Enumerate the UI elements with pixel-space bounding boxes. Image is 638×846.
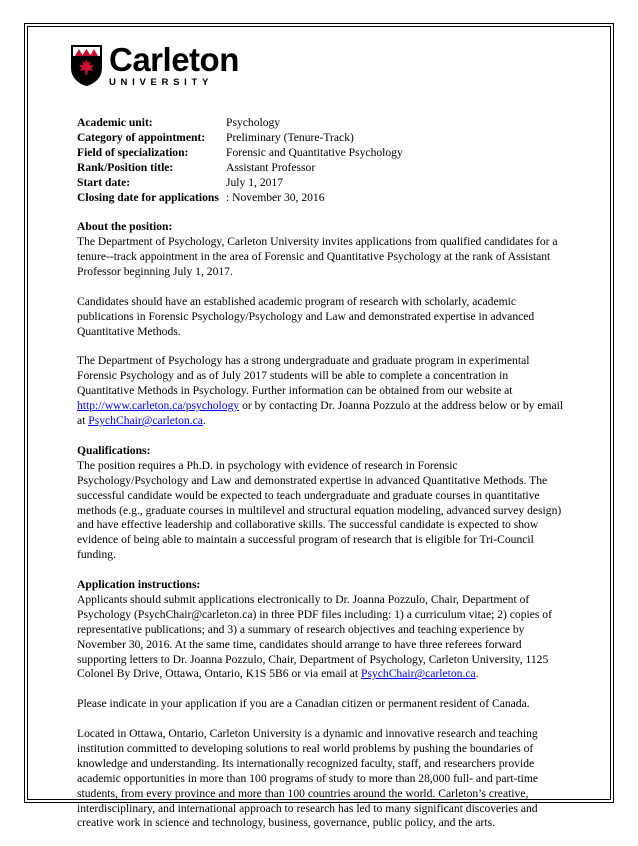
citizenship-note: Please indicate in your application if you are a Canadian citizen or permanent resident of Canada. [77, 697, 530, 711]
qualifications-heading: Qualifications: [77, 443, 151, 457]
department-text: The Department of Psychology has a strong undergraduate and graduate program in experimental Forensic Psychology and as of July 2017 students will be able to complete a concentration in Quantitative Methods in Psychology. Further information can be obtained from our website at [77, 354, 530, 398]
detail-value: Preliminary (Tenure-Track) [226, 130, 354, 144]
job-posting [77, 116, 567, 846]
application-text: Applicants should submit applications electronically to Dr. Joanna Pozzulo, Chair, Department of Psychology (PsychChair@carleton.ca) in three PDF files including: 1) a curriculum vitae; 2) copies of representative publications; and 3) a summary of research objectives and teaching experience by November 30, 2016. At the same time, candidates should arrange to have three referees forward supporting letters to Dr. Joanna Pozzulo, Chair, Department of Psychology, Carleton University, 1125 Colonel By Drive, Ottawa, Ontario, K1S 5B6 or via email at [77, 592, 552, 681]
candidates-paragraph: Candidates should have an established academic program of research with scholarly, academic publications in Forensic Psychology/Psychology and Law and demonstrated expertise in advanced Quantitative Methods. [77, 294, 535, 338]
application-paragraph [77, 593, 567, 682]
detail-row [77, 131, 403, 146]
logo-wordmark: Carleton [109, 41, 239, 78]
detail-label: Rank/Position title: [77, 160, 174, 174]
detail-value: Forensic and Quantitative Psychology [226, 145, 403, 159]
detail-row [77, 161, 403, 176]
detail-row [77, 146, 403, 161]
logo-subtitle: UNIVERSITY [109, 77, 214, 88]
detail-label: Category of appointment: [77, 130, 206, 144]
application-text-end: . [475, 667, 479, 681]
carleton-logo [70, 41, 239, 90]
psychology-website-link[interactable]: http://www.carleton.ca/psychology [77, 399, 240, 413]
detail-row [77, 191, 403, 206]
department-text-end: . [202, 414, 206, 428]
detail-row [77, 176, 403, 191]
detail-value: : November 30, 2016 [226, 190, 325, 204]
about-carleton-paragraph: Located in Ottawa, Ontario, Carleton University is a dynamic and innovative research and teaching institution committed to developing solutions to real world problems by pushing the boundaries of knowledge and understanding. Its internationally recognized faculty, staff, and researchers provide academic opportunities in more than 100 programs of study to more than 28,000 full- and part-time students, from every province and more than 100 countries around the world. Carleton’s creative, interdisciplinary, and international approach to research has led to many significant discoveries and creative work in science and technology, business, governance, public policy, and the arts. [77, 727, 539, 830]
shield-icon [70, 44, 103, 87]
detail-label: Academic unit: [77, 116, 153, 129]
about-paragraph: The Department of Psychology, Carleton University invites applications from qualified candidates for a tenure--track appointment in the area of Forensic and Quantitative Psychology at the rank of Assistant Professor beginning July 1, 2017. [77, 235, 558, 279]
application-email-link[interactable]: PsychChair@carleton.ca [361, 667, 476, 681]
about-heading: About the position: [77, 220, 173, 234]
detail-row [77, 116, 403, 131]
detail-value: Psychology [226, 116, 281, 129]
detail-label: Start date: [77, 175, 131, 189]
chair-email-link[interactable]: PsychChair@carleton.ca [88, 414, 203, 428]
position-details [77, 116, 403, 205]
detail-label: Field of specialization: [77, 145, 189, 159]
qualifications-paragraph: The position requires a Ph.D. in psychology with evidence of research in Forensic Psychology/Psychology and Law and demonstrated expertise in advanced Quantitative Methods. The successful candidate would be expected to teach undergraduate and graduate courses in quantitative methods (e.g., graduate courses in multilevel and structural equation modeling, advanced survey design) and have effective leadership and collaborative skills. The successful candidate is expected to show evidence of being able to maintain a successful program of research that is eligible for Tri-Council funding. [77, 458, 562, 562]
detail-value: July 1, 2017 [226, 175, 284, 189]
department-text-2: or by contacting Dr. Joanna Pozzulo at the address below or by email at [77, 399, 564, 428]
detail-value: Assistant Professor [226, 160, 316, 174]
department-paragraph [77, 354, 567, 429]
detail-label: Closing date for applications [77, 190, 219, 204]
application-heading: Application instructions: [77, 578, 201, 592]
